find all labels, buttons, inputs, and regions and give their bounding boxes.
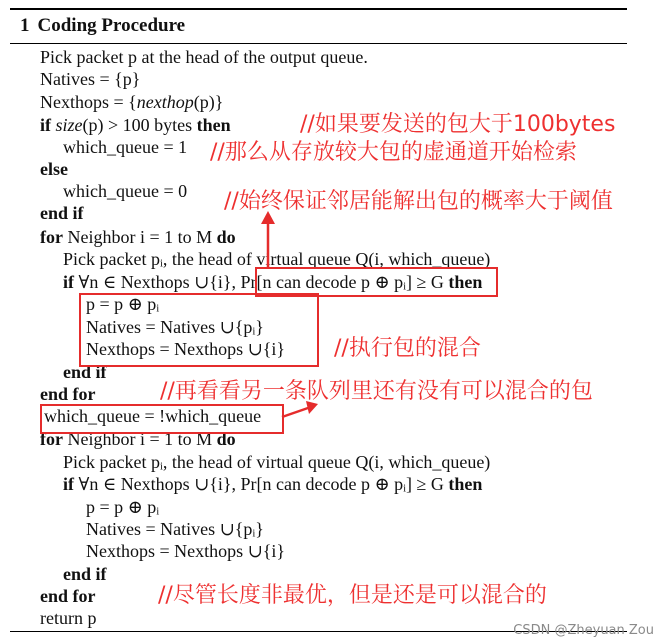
line-11: if ∀n ∈ Nexthops ∪{i}, Pr[n can decode p ⊕ pᵢ] ≥ G then [63,272,483,292]
line-6: else [40,159,68,179]
algorithm-name: Coding Procedure [37,15,186,36]
line-26: return p [40,608,97,628]
watermark: CSDN @Zheyuan Zou [513,623,654,638]
line-17: which_queue = !which_queue [44,406,262,426]
annotation-large-queue: //那么从存放较大包的虚通道开始检索 [210,140,577,165]
line-1: Pick packet p at the head of the output queue. [40,47,368,67]
line-19: Pick packet pᵢ, the head of virtual queue Q(i, which_queue) [63,452,491,472]
line-9: for Neighbor i = 1 to M do [40,227,236,247]
line-15: end if [63,362,107,382]
line-24: end if [63,564,107,584]
line-22: Natives = Natives ∪{pᵢ} [86,519,264,539]
annotation-mix: //执行包的混合 [334,336,481,361]
line-23: Nexthops = Nexthops ∪{i} [86,541,286,561]
line-25: end for [40,586,96,606]
line-12: p = p ⊕ pᵢ [86,294,160,314]
line-2: Natives = {p} [40,69,141,89]
annotation-size-check: //如果要发送的包大于100bytes [300,112,616,137]
line-4: if size(p) > 100 bytes then [40,115,231,135]
line-18: for Neighbor i = 1 to M do [40,429,236,449]
line-8: end if [40,203,84,223]
algorithm-number: 1 [20,15,30,36]
line-11-condition: Pr[n can decode p ⊕ pᵢ] ≥ G [240,272,444,292]
line-7: which_queue = 0 [63,181,188,201]
annotation-other-queue: //再看看另一条队列里还有没有可以混合的包 [160,379,593,404]
line-21: p = p ⊕ pᵢ [86,497,160,517]
line-13: Natives = Natives ∪{pᵢ} [86,317,264,337]
line-16: end for [40,384,96,404]
line-10: Pick packet pᵢ, the head of virtual queue Q(i, which_queue) [63,249,491,269]
arrow-right-line [282,408,308,417]
annotation-probability: //始终保证邻居能解出包的概率大于阈值 [224,189,613,214]
line-3: Nexthops = {nexthop(p)} [40,92,224,112]
annotation-suboptimal: //尽管长度非最优，但是还是可以混合的 [158,583,547,608]
line-20: if ∀n ∈ Nexthops ∪{i}, Pr[n can decode p ⊕ pᵢ] ≥ G then [63,474,483,494]
line-14: Nexthops = Nexthops ∪{i} [86,339,286,359]
line-5: which_queue = 1 [63,137,188,157]
